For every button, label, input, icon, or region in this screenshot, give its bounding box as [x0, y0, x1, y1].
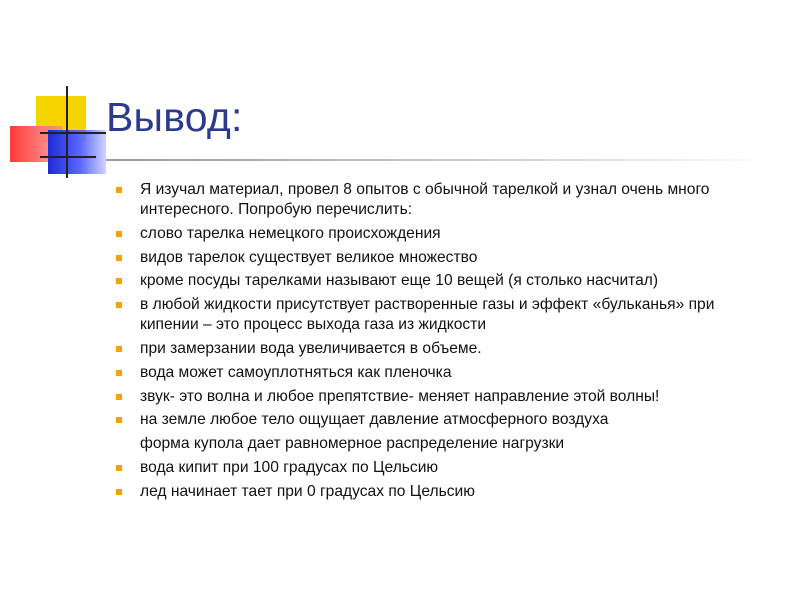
bullet-text: на земле любое тело ощущает давление атмосферного воздуха [140, 411, 609, 429]
bullet-text: звук- это волна и любое препятствие- меняет направление этой волны! [140, 387, 660, 405]
bullet-item [140, 248, 760, 268]
bullet-square-icon [116, 489, 122, 495]
bullet-square-icon [116, 394, 122, 400]
bullet-item [140, 271, 760, 291]
logo-horizontal-line [40, 132, 106, 134]
bullet-square-icon [116, 278, 122, 284]
bullet-list [140, 180, 760, 506]
bullet-text: вода может самоуплотняться как пленочка [140, 363, 452, 381]
title-divider [106, 159, 756, 161]
bullet-text: кроме посуды тарелками называют еще 10 вещей (я столько насчитал) [140, 272, 659, 290]
bullet-text: при замерзании вода увеличивается в объеме. [140, 339, 482, 357]
logo-horizontal-line [40, 156, 96, 158]
bullet-item [140, 339, 760, 359]
bullet-text: форма купола дает равномерное распределение нагрузки [140, 435, 565, 453]
bullet-item [140, 458, 760, 478]
bullet-square-icon [116, 370, 122, 376]
bullet-item [140, 295, 760, 335]
bullet-square-icon [116, 302, 122, 308]
bullet-item [140, 363, 760, 383]
bullet-text: Я изучал материал, провел 8 опытов с обычной тарелкой и узнал очень много интересного. Попробую перечислить: [140, 181, 710, 218]
bullet-item [140, 387, 760, 407]
bullet-item [140, 180, 760, 220]
bullet-square-icon [116, 346, 122, 352]
bullet-text: слово тарелка немецкого происхождения [140, 224, 441, 242]
bullet-text: видов тарелок существует великое множество [140, 248, 478, 266]
bullet-item [140, 410, 760, 430]
slide-title: Вывод: [106, 94, 243, 140]
bullet-square-icon [116, 231, 122, 237]
bullet-item [140, 482, 760, 502]
logo-blue-square [48, 130, 106, 174]
bullet-item [140, 224, 760, 244]
bullet-square-icon [116, 187, 122, 193]
bullet-text: вода кипит при 100 градусах по Цельсию [140, 458, 439, 476]
bullet-square-icon [116, 417, 122, 423]
bullet-text: в любой жидкости присутствует растворенные газы и эффект «бульканья» при кипении – это процесс выхода газа из жидкости [140, 296, 715, 334]
bullet-square-icon [116, 255, 122, 261]
bullet-item [140, 434, 760, 454]
bullet-square-icon [116, 465, 122, 471]
bullet-text: лед начинает тает при 0 градусах по Цельсию [140, 482, 475, 500]
